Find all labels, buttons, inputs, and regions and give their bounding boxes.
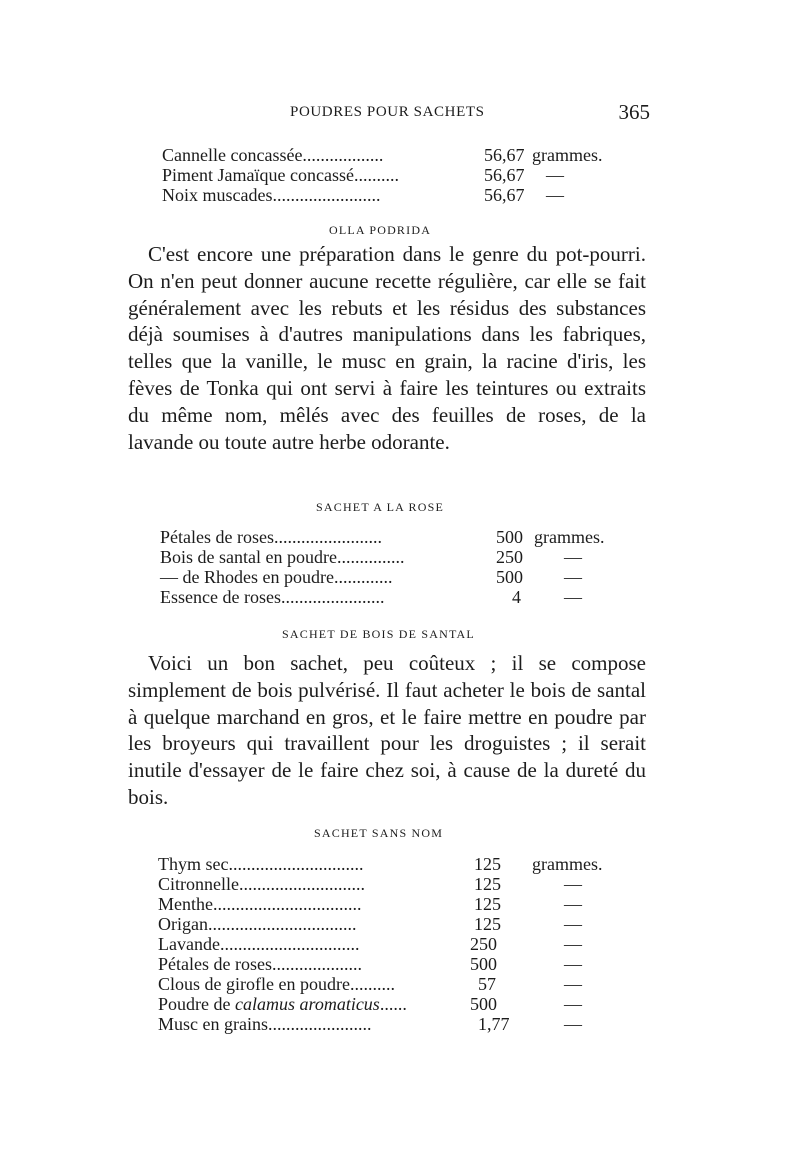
list-item: Musc en grains....................... 1,77 —	[158, 1014, 582, 1034]
list-item: Lavande............................... 250 —	[158, 934, 582, 954]
list-item: Pétales de roses.................... 500 —	[158, 954, 582, 974]
paragraph-olla-podrida: C'est encore une préparation dans le genre du pot-pourri. On n'en peut donner aucune recette régulière, car elle se fait généralement avec les rebuts et les résidus des substances déjà soumises à d'autres manipulations dans les fabriques, telles que la vanille, le musc en grain, la racine d'iris, les fèves de Tonka qui ont servi à faire les teintures ou extraits du même nom, mêlés avec des feuilles de roses, de la lavande ou toute autre herbe odorante.	[128, 242, 646, 454]
paragraph-sachet-santal: Voici un bon sachet, peu coûteux ; il se compose simplement de bois pulvérisé. Il faut acheter le bois de santal à quelque marchand en gros, et le faire mettre en poudre par les broyeurs qui travaillent pour les droguistes ; il serait inutile d'essayer de le faire chez soi, à cause de la dureté du bois.	[128, 651, 646, 809]
list-item: Pétales de roses........................ 500 grammes.	[160, 527, 605, 547]
section-title-olla-podrida: OLLA PODRIDA	[329, 223, 432, 237]
page-header	[130, 100, 650, 126]
running-head: POUDRES POUR SACHETS	[290, 104, 485, 120]
list-item: Cannelle concassée.................. 56,67 grammes.	[162, 145, 603, 165]
section-title-sachet-rose: SACHET A LA ROSE	[316, 500, 445, 514]
section-title-sachet-santal: SACHET DE BOIS DE SANTAL	[282, 627, 475, 641]
list-item: Thym sec.............................. 125 grammes.	[158, 854, 603, 874]
list-item: Origan................................. 125 —	[158, 914, 582, 934]
list-item: Noix muscades........................ 56,67 —	[162, 185, 564, 205]
list-item: Essence de roses....................... 4 —	[160, 587, 582, 607]
list-item: Piment Jamaïque concassé.......... 56,67 —	[162, 165, 564, 185]
section-title-sachet-sans-nom: SACHET SANS NOM	[314, 826, 444, 840]
list-item: Clous de girofle en poudre.......... 57 —	[158, 974, 582, 994]
list-item: Menthe................................. 125 —	[158, 894, 582, 914]
list-item: — de Rhodes en poudre............. 500 —	[160, 567, 582, 587]
page-number: 365	[618, 100, 650, 124]
ingredient-name-calamus: Poudre de calamus aromaticus......	[158, 994, 407, 1014]
list-item: Poudre de calamus aromaticus...... 500 —	[158, 994, 582, 1014]
list-item: Citronnelle............................ 125 —	[158, 874, 582, 894]
list-item: Bois de santal en poudre............... 250 —	[160, 547, 582, 567]
